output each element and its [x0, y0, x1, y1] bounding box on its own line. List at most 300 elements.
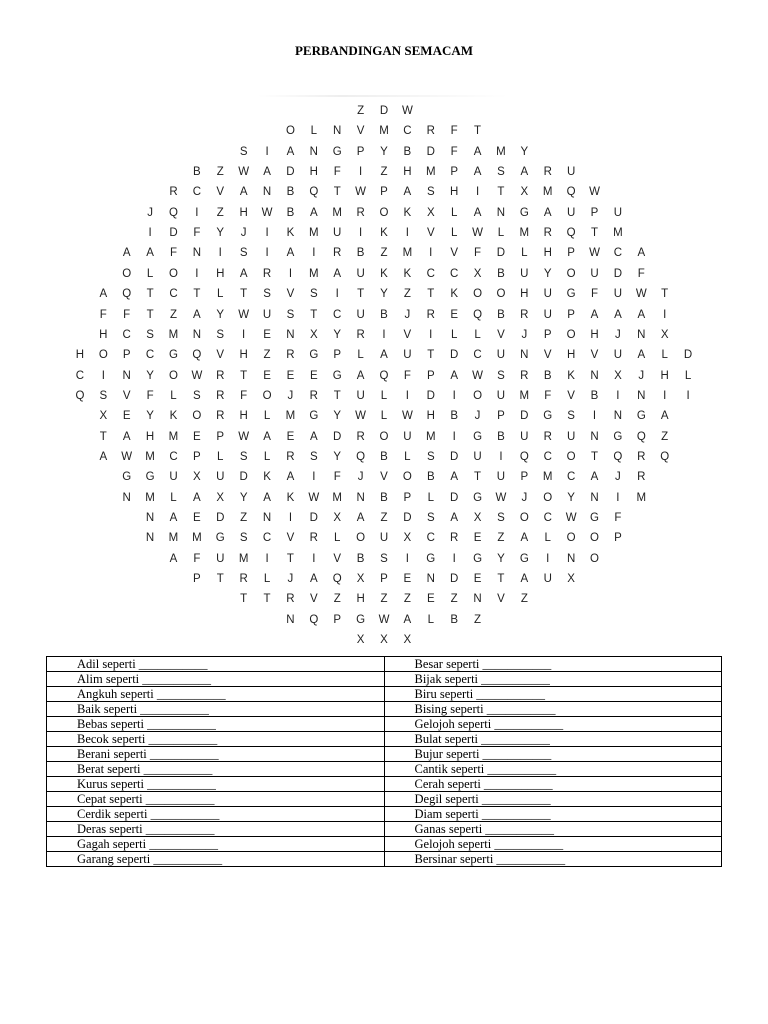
grid-letter: S	[497, 166, 505, 179]
grid-letter: N	[356, 491, 365, 504]
grid-letter: V	[567, 389, 575, 402]
answer-cell-left: Cepat seperti ___________	[47, 792, 385, 807]
grid-row	[0, 101, 768, 121]
grid-letter: V	[590, 349, 599, 362]
grid-letter: L	[474, 328, 481, 341]
grid-letter: P	[520, 471, 529, 484]
grid-letter: U	[496, 389, 506, 402]
grid-letter: V	[216, 349, 225, 362]
answer-cell-left: Alim seperti ___________	[47, 672, 385, 687]
grid-letter: I	[405, 227, 409, 240]
grid-row	[0, 467, 768, 487]
grid-letter: E	[193, 512, 201, 524]
grid-letter: X	[473, 512, 482, 524]
grid-letter: V	[497, 593, 505, 606]
answer-table	[46, 656, 722, 867]
grid-row	[0, 142, 768, 162]
grid-letter: B	[497, 430, 505, 443]
grid-letter: U	[520, 430, 529, 443]
grid-letter: J	[240, 227, 247, 240]
grid-letter: U	[543, 288, 552, 301]
grid-letter: V	[356, 125, 365, 138]
grid-letter: K	[380, 267, 388, 280]
grid-letter: L	[146, 267, 154, 280]
grid-letter: P	[122, 349, 131, 362]
grid-letter: V	[333, 552, 342, 565]
grid-letter: L	[170, 491, 177, 504]
answer-cell-left: Angkuh seperti ___________	[47, 687, 385, 702]
grid-letter: H	[145, 430, 155, 443]
grid-letter: T	[333, 389, 341, 402]
grid-letter: A	[309, 573, 318, 586]
grid-letter: O	[566, 328, 576, 341]
answer-cell-left: Deras seperti ___________	[47, 822, 385, 837]
grid-letter: A	[590, 308, 599, 321]
grid-letter: F	[123, 308, 131, 321]
grid-letter: P	[450, 166, 458, 179]
grid-letter: J	[638, 369, 645, 382]
grid-letter: A	[520, 573, 529, 586]
grid-letter: X	[473, 267, 482, 280]
grid-letter: B	[450, 410, 458, 423]
grid-letter: O	[262, 389, 272, 402]
grid-row	[0, 406, 768, 426]
grid-letter: A	[239, 267, 248, 280]
table-row	[47, 837, 722, 852]
grid-letter: H	[309, 166, 318, 179]
grid-letter: X	[380, 634, 388, 647]
grid-letter: N	[520, 349, 529, 362]
grid-letter: P	[590, 206, 599, 219]
grid-letter: R	[286, 349, 295, 362]
grid-letter: F	[169, 247, 177, 260]
grid-letter: F	[544, 389, 552, 402]
grid-letter: R	[520, 308, 529, 321]
grid-letter: E	[450, 308, 458, 321]
grid-letter: P	[403, 491, 412, 504]
grid-letter: L	[380, 389, 388, 402]
grid-letter: Q	[122, 288, 132, 301]
grid-letter: S	[567, 410, 575, 423]
grid-letter: W	[589, 186, 600, 199]
grid-letter: S	[309, 450, 318, 463]
grid-letter: N	[637, 389, 646, 402]
grid-letter: F	[403, 369, 411, 382]
grid-letter: A	[380, 349, 388, 362]
grid-letter: B	[380, 308, 388, 321]
grid-letter: P	[356, 145, 365, 158]
grid-letter: Q	[473, 308, 483, 321]
grid-letter: F	[240, 389, 248, 402]
grid-row	[0, 243, 768, 263]
grid-letter: C	[262, 532, 272, 545]
grid-letter: D	[496, 247, 506, 260]
grid-letter: G	[332, 369, 342, 382]
grid-letter: R	[426, 125, 435, 138]
grid-row	[0, 121, 768, 141]
answer-cell-right: Degil seperti ___________	[384, 792, 722, 807]
grid-letter: W	[355, 186, 367, 199]
answer-cell-right: Cerah seperti ___________	[384, 777, 722, 792]
grid-letter: I	[616, 491, 620, 504]
grid-letter: G	[426, 552, 436, 565]
grid-row	[0, 284, 768, 304]
grid-row	[0, 589, 768, 609]
grid-letter: T	[193, 288, 201, 301]
grid-letter: L	[380, 410, 388, 423]
grid-letter: G	[543, 410, 553, 423]
grid-letter: N	[590, 369, 599, 382]
grid-letter: H	[566, 349, 576, 362]
grid-letter: R	[426, 308, 435, 321]
grid-letter: C	[145, 349, 155, 362]
grid-letter: P	[216, 430, 225, 443]
grid-letter: B	[286, 186, 295, 199]
grid-letter: O	[473, 389, 483, 402]
answer-cell-right: Ganas seperti ___________	[384, 822, 722, 837]
grid-letter: I	[452, 430, 456, 443]
grid-letter: T	[427, 288, 435, 301]
grid-letter: T	[216, 573, 224, 586]
grid-letter: S	[426, 186, 435, 199]
grid-letter: A	[473, 166, 482, 179]
grid-letter: Z	[380, 166, 388, 179]
grid-letter: P	[426, 369, 435, 382]
grid-letter: D	[426, 145, 435, 158]
grid-letter: R	[637, 471, 646, 484]
grid-letter: I	[335, 288, 339, 301]
grid-letter: D	[520, 410, 529, 423]
grid-letter: L	[661, 349, 668, 362]
grid-letter: E	[286, 369, 295, 382]
grid-letter: W	[238, 308, 250, 321]
grid-letter: P	[543, 328, 552, 341]
grid-letter: O	[356, 532, 366, 545]
grid-letter: G	[145, 471, 155, 484]
grid-letter: M	[496, 145, 506, 158]
grid-letter: V	[403, 328, 412, 341]
grid-letter: A	[99, 450, 108, 463]
grid-letter: Z	[474, 613, 482, 626]
table-row	[47, 717, 722, 732]
grid-letter: K	[403, 267, 412, 280]
grid-letter: Y	[520, 145, 529, 158]
grid-letter: S	[380, 552, 388, 565]
grid-letter: F	[614, 512, 622, 524]
grid-letter: N	[192, 328, 202, 341]
answer-cell-right: Bising seperti ___________	[384, 702, 722, 717]
answer-cell-right: Gelojoh seperti ___________	[384, 717, 722, 732]
table-row	[47, 747, 722, 762]
grid-letter: V	[286, 288, 295, 301]
grid-letter: Q	[309, 613, 319, 626]
grid-letter: P	[614, 532, 622, 545]
grid-letter: X	[614, 369, 622, 382]
grid-letter: S	[193, 389, 201, 402]
grid-letter: L	[310, 125, 318, 138]
grid-letter: A	[450, 471, 458, 484]
table-row	[47, 792, 722, 807]
grid-letter: N	[426, 573, 435, 586]
grid-row	[0, 630, 768, 650]
grid-letter: L	[217, 450, 224, 463]
grid-letter: A	[286, 145, 295, 158]
grid-letter: A	[637, 349, 646, 362]
grid-letter: O	[169, 369, 178, 382]
grid-letter: L	[217, 288, 224, 301]
grid-letter: T	[240, 369, 248, 382]
grid-letter: H	[660, 369, 669, 382]
answer-cell-left: Becok seperti ___________	[47, 732, 385, 747]
grid-letter: M	[309, 227, 319, 240]
grid-letter: X	[356, 634, 365, 647]
answer-cell-right: Bijak seperti ___________	[384, 672, 722, 687]
grid-letter: F	[450, 125, 458, 138]
grid-letter: Z	[216, 166, 224, 179]
grid-letter: P	[380, 573, 388, 586]
grid-letter: U	[169, 471, 178, 484]
grid-letter: A	[520, 166, 529, 179]
grid-letter: Y	[146, 410, 154, 423]
grid-letter: U	[543, 308, 552, 321]
grid-letter: R	[216, 389, 225, 402]
answer-cell-left: Cerdik seperti ___________	[47, 807, 385, 822]
grid-letter: D	[450, 491, 459, 504]
grid-letter: M	[145, 491, 155, 504]
grid-letter: M	[168, 328, 179, 341]
grid-letter: M	[145, 450, 155, 463]
grid-letter: Z	[403, 593, 411, 606]
table-row	[47, 762, 722, 777]
page-title: PERBANDINGAN SEMACAM	[294, 43, 474, 58]
grid-letter: I	[405, 552, 409, 565]
answer-cell-left: Baik seperti ___________	[47, 702, 385, 717]
grid-letter: W	[308, 491, 320, 504]
grid-letter: I	[148, 227, 152, 240]
table-row	[47, 702, 722, 717]
grid-letter: I	[265, 247, 269, 260]
grid-letter: Q	[636, 430, 646, 443]
grid-letter: C	[473, 349, 482, 362]
grid-letter: I	[592, 410, 597, 423]
grid-letter: E	[426, 593, 435, 606]
grid-letter: I	[452, 389, 456, 402]
grid-letter: Q	[332, 573, 342, 586]
grid-letter: U	[566, 430, 576, 443]
grid-letter: O	[566, 532, 576, 545]
grid-letter: E	[193, 430, 201, 443]
grid-letter: P	[193, 573, 201, 586]
grid-letter: I	[195, 267, 199, 280]
grid-letter: A	[286, 247, 295, 260]
grid-letter: U	[356, 267, 365, 280]
grid-letter: K	[263, 471, 271, 484]
grid-letter: U	[356, 389, 365, 402]
grid-letter: Q	[75, 389, 85, 402]
grid-letter: Y	[380, 288, 388, 301]
grid-letter: X	[99, 410, 108, 423]
grid-letter: U	[613, 288, 623, 301]
grid-letter: A	[660, 410, 669, 423]
grid-letter: N	[590, 430, 599, 443]
grid-letter: I	[616, 389, 620, 402]
grid-letter: D	[379, 105, 389, 117]
grid-letter: U	[590, 267, 599, 280]
grid-letter: G	[473, 430, 483, 443]
grid-letter: Z	[357, 105, 365, 117]
grid-letter: V	[380, 471, 388, 484]
grid-letter: M	[168, 532, 179, 545]
grid-letter: S	[426, 450, 435, 463]
grid-letter: O	[379, 430, 389, 443]
grid-letter: T	[427, 349, 435, 362]
grid-letter: U	[566, 206, 576, 219]
grid-letter: O	[402, 471, 412, 484]
grid-letter: K	[403, 206, 412, 219]
grid-letter: D	[286, 166, 295, 179]
grid-letter: N	[473, 593, 482, 606]
grid-letter: U	[473, 450, 482, 463]
grid-letter: I	[265, 227, 269, 240]
grid-letter: D	[333, 430, 342, 443]
grid-letter: Q	[519, 450, 529, 463]
grid-letter: T	[661, 288, 669, 301]
grid-letter: T	[310, 308, 318, 321]
grid-letter: B	[193, 166, 201, 179]
grid-letter: E	[286, 430, 295, 443]
grid-row	[0, 223, 768, 243]
grid-letter: A	[193, 308, 201, 321]
grid-letter: A	[473, 145, 482, 158]
grid-letter: S	[239, 532, 248, 545]
grid-letter: S	[497, 369, 505, 382]
grid-letter: F	[637, 267, 645, 280]
grid-letter: V	[286, 532, 295, 545]
grid-letter: B	[286, 206, 295, 219]
grid-letter: R	[356, 328, 365, 341]
grid-letter: N	[566, 552, 576, 565]
grid-letter: Q	[309, 186, 319, 199]
grid-letter: G	[332, 145, 342, 158]
grid-letter: L	[170, 389, 177, 402]
grid-letter: U	[403, 430, 412, 443]
grid-letter: R	[286, 450, 295, 463]
grid-letter: T	[240, 288, 248, 301]
grid-letter: T	[357, 288, 365, 301]
answer-cell-right: Cantik seperti ___________	[384, 762, 722, 777]
grid-letter: Y	[543, 267, 552, 280]
grid-letter: I	[499, 450, 503, 463]
grid-letter: I	[359, 166, 363, 179]
grid-letter: Z	[520, 593, 528, 606]
grid-letter: G	[473, 552, 483, 565]
grid-letter: N	[613, 410, 623, 423]
grid-letter: E	[403, 573, 412, 586]
grid-letter: X	[660, 328, 669, 341]
grid-letter: R	[333, 247, 342, 260]
grid-letter: B	[426, 471, 435, 484]
grid-row	[0, 305, 768, 325]
grid-letter: D	[426, 389, 435, 402]
grid-letter: H	[75, 349, 85, 362]
grid-letter: G	[122, 471, 132, 484]
grid-letter: S	[146, 328, 154, 341]
grid-letter: A	[590, 471, 599, 484]
grid-letter: E	[309, 369, 318, 382]
grid-letter: L	[450, 206, 458, 219]
grid-letter: X	[567, 573, 575, 586]
grid-letter: I	[218, 247, 222, 260]
answer-cell-right: Bujur seperti ___________	[384, 747, 722, 762]
grid-letter: N	[262, 186, 272, 199]
grid-letter: B	[403, 145, 412, 158]
grid-letter: Y	[333, 328, 342, 341]
grid-letter: N	[286, 328, 295, 341]
grid-letter: G	[473, 491, 483, 504]
grid-letter: Q	[566, 186, 576, 199]
grid-letter: E	[473, 532, 482, 545]
grid-letter: C	[566, 471, 576, 484]
grid-letter: C	[169, 288, 178, 301]
grid-letter: I	[101, 369, 105, 382]
table-row	[47, 852, 722, 867]
grid-letter: M	[402, 247, 413, 260]
grid-letter: A	[520, 532, 529, 545]
grid-letter: C	[543, 512, 552, 524]
grid-letter: A	[614, 308, 622, 321]
grid-letter: I	[663, 308, 667, 321]
grid-letter: M	[285, 410, 296, 423]
grid-letter: O	[496, 288, 506, 301]
grid-letter: V	[450, 247, 458, 260]
grid-letter: H	[426, 410, 435, 423]
grid-letter: L	[521, 247, 528, 260]
grid-letter: B	[543, 369, 552, 382]
grid-letter: L	[404, 450, 411, 463]
grid-letter: R	[543, 227, 552, 240]
grid-letter: A	[356, 512, 365, 524]
grid-letter: U	[333, 227, 342, 240]
grid-row	[0, 508, 768, 528]
grid-letter: A	[263, 491, 271, 504]
answer-cell-right: Diam seperti ___________	[384, 807, 722, 822]
grid-letter: D	[450, 450, 459, 463]
grid-letter: H	[239, 410, 248, 423]
grid-letter: S	[309, 288, 318, 301]
grid-letter: N	[309, 145, 318, 158]
grid-letter: I	[429, 328, 433, 341]
grid-letter: H	[99, 328, 108, 341]
grid-letter: A	[473, 206, 482, 219]
grid-letter: I	[242, 328, 246, 341]
grid-letter: U	[613, 206, 623, 219]
grid-letter: R	[637, 450, 646, 463]
grid-letter: T	[590, 450, 599, 463]
grid-letter: T	[263, 593, 271, 606]
grid-letter: V	[543, 349, 552, 362]
grid-row	[0, 325, 768, 345]
grid-letter: H	[590, 328, 599, 341]
grid-letter: J	[287, 389, 294, 402]
grid-letter: M	[425, 430, 436, 443]
grid-letter: P	[333, 613, 342, 626]
grid-row	[0, 264, 768, 284]
answer-cell-right: Bersinar seperti ___________	[384, 852, 722, 867]
grid-letter: L	[450, 328, 458, 341]
grid-letter: A	[99, 288, 108, 301]
grid-letter: L	[334, 532, 341, 545]
grid-letter: G	[356, 613, 366, 626]
